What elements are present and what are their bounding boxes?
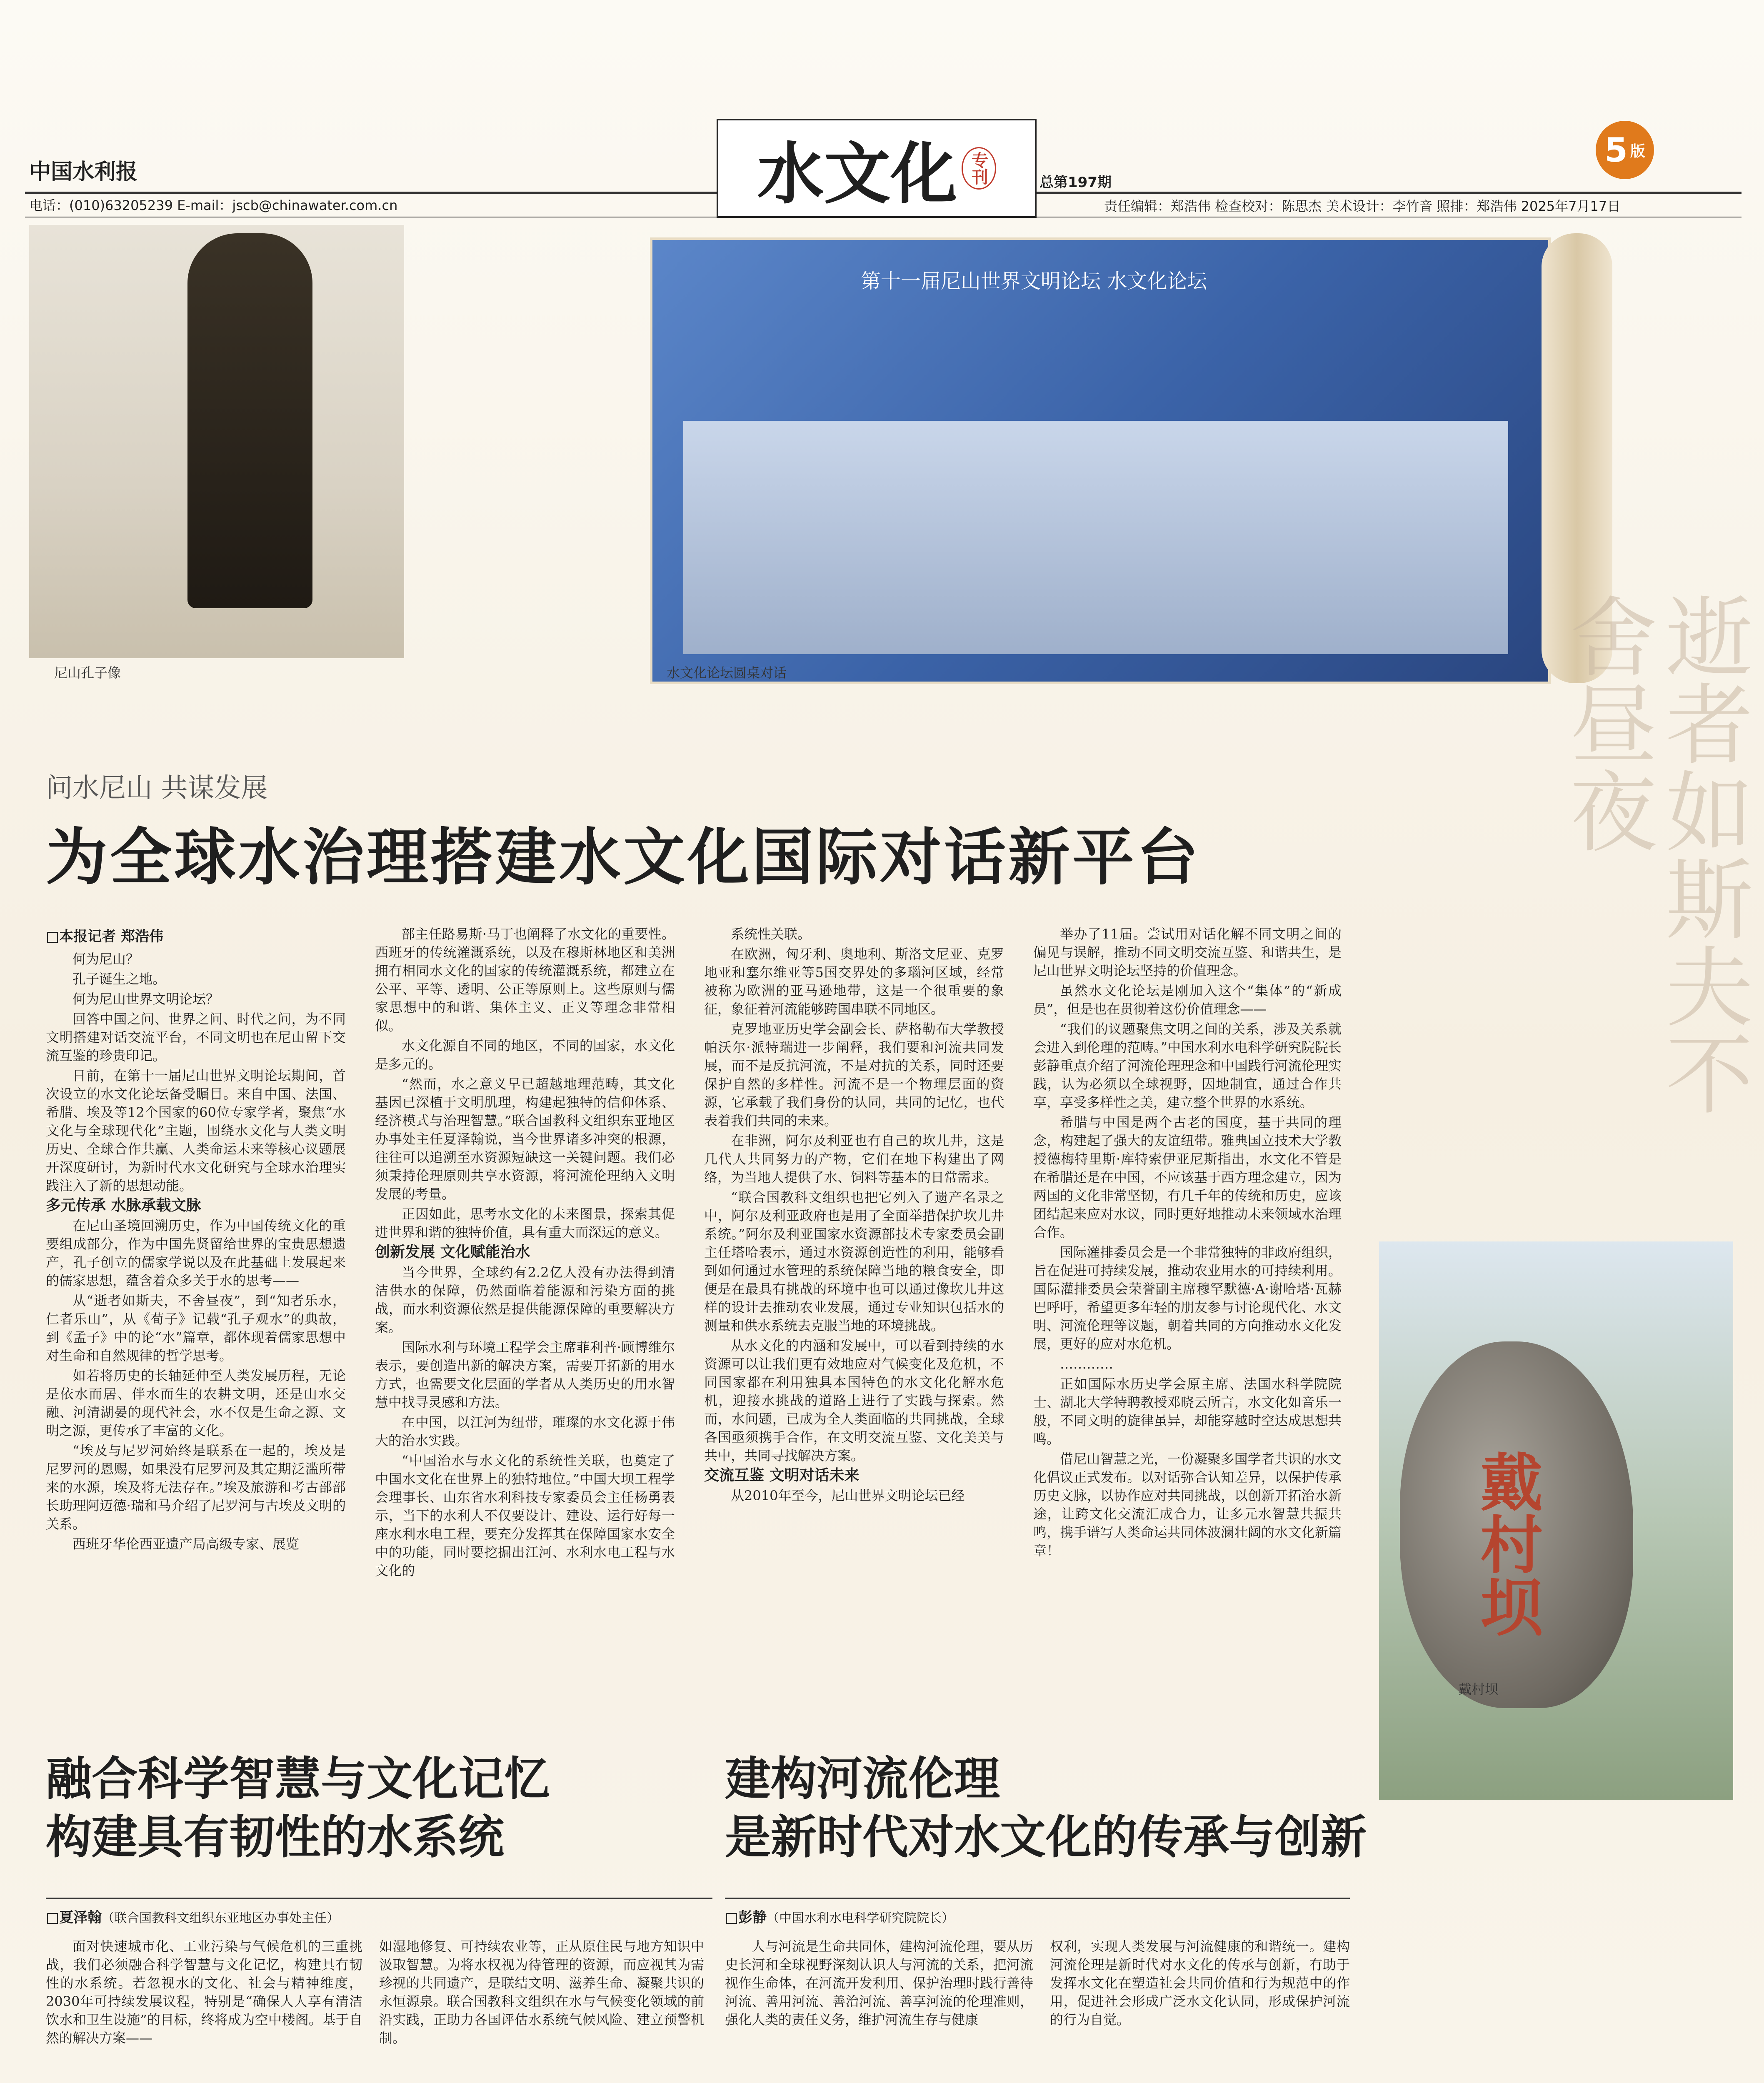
paragraph: 举办了11届。尝试用对话化解不同文明之间的偏见与误解，推动不同文明交流互鉴、和谐共生，是尼山世界文明论坛坚持的价值理念。 <box>1033 926 1342 979</box>
section-2-col-2 <box>1050 1937 1350 2031</box>
section-title-line: 是新时代对水文化的传承与创新 <box>725 1810 1367 1864</box>
paragraph: 西班牙华伦西亚遗产局高级专家、展览 <box>72 1536 300 1552</box>
paragraph: 国际水利与环境工程学会主席菲利普·顾博维尔表示，要创造出新的解决方案，需要开拓新的用水方式，也需要文化层面的学者从人类历史的用水智慧中找寻灵感和方法。 <box>375 1339 675 1410</box>
paragraph: “联合国教科文组织也把它列入了遗产名录之中，阿尔及利亚政府也是用了全面举措保护坎儿井系统。”阿尔及利亚国家水资源部技术专家委员会副主任塔哈表示，通过水资源创造性的利用，能够看到如何通过水管理的系统保障当地的粮食安全，即便是在最具有挑战的环境中也可以通过像坎儿井这样的设计去推动农业发展，通过专业知识包括水的测量和供水系统去克服当地的环境挑战。 <box>704 1189 1004 1334</box>
paragraph: 在非洲，阿尔及利亚也有自己的坎儿井，这是几代人共同努力的产物，它们在地下构建出了网络，为当地人提供了水、饲料等基本的日常需求。 <box>704 1133 1004 1185</box>
paragraph: 当今世界，全球约有2.2亿人没有办法得到清洁供水的保障，仍然面临着能源和污染方面的挑战，而水利资源依然是提供能源保障的重要解决方案。 <box>375 1264 675 1335</box>
main-headline: 为全球水治理搭建水文化国际对话新平台 <box>46 821 1201 893</box>
paragraph: 从“逝者如斯夫，不舍昼夜”，到“知者乐水，仁者乐山”，从《荀子》记载“孔子观水”的典故，到《孟子》中的论“水”篇章，都体现着儒家思想中对生命和自然规律的哲学思考。 <box>46 1293 346 1364</box>
masthead <box>717 119 1037 218</box>
section-2-title <box>725 1750 1392 1866</box>
statue-figure <box>187 233 312 608</box>
subheading: 多元传承 水脉承载文脉 <box>46 1197 201 1214</box>
rock-caption: 戴村坝 <box>1458 1681 1499 1697</box>
main-col-3 <box>704 925 1004 1506</box>
section-title-line: 构建具有韧性的水系统 <box>46 1810 504 1864</box>
section-title-line: 融合科学智慧与文化记忆 <box>46 1752 550 1806</box>
section-divider <box>725 1898 1350 1899</box>
byline-role: （联合国教科文组织东亚地区办事处主任） <box>102 1911 340 1926</box>
paragraph: 在欧洲，匈牙利、奥地利、斯洛文尼亚、克罗地亚和塞尔维亚等5国交界处的多瑙河区域，经常被称为欧洲的亚马逊地带，这是一个很重要的象征，象征着河流能够跨国串联不同地区。 <box>704 946 1004 1017</box>
paragraph: 回答中国之问、世界之问、时代之问，为不同文明搭建对话交流平台，不同文明也在尼山留下交流互鉴的珍贵印记。 <box>46 1011 346 1064</box>
paragraph: 从2010年至今，尼山世界文明论坛已经 <box>731 1488 965 1504</box>
section-2-byline <box>725 1906 954 1926</box>
byline-name: □夏泽翰 <box>46 1909 102 1926</box>
paragraph: 孔子诞生之地。 <box>72 971 166 987</box>
paragraph: ………… <box>1060 1356 1113 1372</box>
issue-number: 总第197期 <box>1039 174 1112 191</box>
paragraph: 克罗地亚历史学会副会长、萨格勒布大学教授帕沃尔·派特瑞进一步阐释，我们要和河流共同发展，而不是反抗河流，不是对抗的关系，同时还要保护自然的多样性。河流不是一个物理层面的资源，它承载了我们身份的认同，共同的记忆，也代表着我们共同的未来。 <box>704 1021 1004 1129</box>
paragraph: 部主任路易斯·马丁也阐释了水文化的重要性。西班牙的传统灌溉系统，以及在穆斯林地区和美洲拥有相同水文化的国家的传统灌溉系统，都建立在公平、平等、透明、公正等原则上。这些原则与儒家思想中的和谐、集体主义、正义等理念非常相似。 <box>375 926 675 1034</box>
forum-caption: 水文化论坛圆桌对话 <box>667 665 787 681</box>
paragraph: 如湿地修复、可持续农业等，正从原住民与地方知识中汲取智慧。为将水权视为待管理的资源，而应视其为需珍视的共同遗产，是联结文明、滋养生命、凝聚共识的永恒源泉。联合国教科文组织在水与气候变化领域的前沿实践，正助力各国评估水系统气候风险、建立预警机制。 <box>379 1938 704 2046</box>
paragraph: 如若将历史的长轴延伸至人类发展历程，无论是依水而居、伴水而生的农耕文明，还是山水交融、河清湖晏的现代社会，水不仅是生命之源、文明之源，更传承了丰富的文化。 <box>46 1368 346 1439</box>
paragraph: 在中国，以江河为纽带，璀璨的水文化源于伟大的治水实践。 <box>375 1414 675 1449</box>
paragraph: 何为尼山世界文明论坛？ <box>72 991 220 1007</box>
byline-role: （中国水利水电科学研究院院长） <box>767 1911 954 1926</box>
header-contact: 电话：(010)63205239 E-mail：jscb@chinawater.com.cn <box>29 197 398 213</box>
page-suffix: 版 <box>1630 142 1645 160</box>
paragraph: 何为尼山？ <box>72 951 140 967</box>
paragraph: 日前，在第十一届尼山世界文明论坛期间，首次设立的水文化论坛备受瞩目。来自中国、法国、希腊、埃及等12个国家的60位专家学者，聚焦“水文化与全球现代化”主题，围绕水文化与人类文明历史、全球合作共赢、人类命运未来等核心议题展开深度研讨，为新时代水文化研究与全球水治理实践注入了新的思想动能。 <box>46 1068 346 1194</box>
paragraph: 从水文化的内涵和发展中，可以看到持续的水资源可以让我们更有效地应对气候变化及危机，不同国家都在利用独具本国特色的水文化化解水危机，迎接水挑战的道路上进行了实践与探索。然而，水问题，已成为全人类面临的共同挑战，全球各国亟须携手合作，在文明交流互鉴、文化美美与共中，共同寻找解决方案。 <box>704 1338 1004 1464</box>
section-1-col-2 <box>379 1937 704 2049</box>
main-col-2 <box>375 925 675 1581</box>
section-divider <box>46 1898 712 1899</box>
paragraph: 权利，实现人类发展与河流健康的和谐统一。建构河流伦理是新时代对水文化的传承与创新，有助于发挥水文化在塑造社会共同价值和行为规范中的作用，促进社会形成广泛水文化认同，形成保护河流的行为自觉。 <box>1050 1938 1350 2028</box>
subheading: 创新发展 文化赋能治水 <box>375 1244 530 1261</box>
paragraph: 在尼山圣境回溯历史，作为中国传统文化的重要组成部分，作为中国先贤留给世界的宝贵思想遗产，孔子创立的儒家学说以及在此基础上发展起来的儒家思想，蕴含着众多关于水的思考—— <box>46 1218 346 1289</box>
paragraph: 借尼山智慧之光，一份凝聚多国学者共识的水文化倡议正式发布。以对话弥合认知差异，以保护传承历史文脉，以协作应对共同挑战，以创新开拓治水新途，让跨文化交流汇成合力，让多元水智慧共振共鸣，携手谱写人类命运共同体波澜壮阔的水文化新篇章！ <box>1033 1451 1342 1559</box>
page-number: 5 <box>1604 130 1628 170</box>
paragraph: 系统性关联。 <box>731 926 811 942</box>
section-1-byline <box>46 1906 339 1926</box>
section-1-col-1 <box>46 1937 362 2049</box>
paragraph: 国际灌排委员会是一个非常独特的非政府组织，旨在促进可持续发展，推动农业用水的可持续利用。国际灌排委员会荣誉副主席穆罕默德·A·谢哈塔·瓦赫巴呼吁，希望更多年轻的朋友参与讨论现代化、水文明、河流伦理等议题，朝着共同的方向推动水文化发展，更好的应对水危机。 <box>1033 1244 1342 1352</box>
paragraph: 正如国际水历史学会原主席、法国水科学院院士、湖北大学特聘教授邓晓云所言，水文化如音乐一般，不同文明的旋律虽异，却能穿越时空达成思想共鸣。 <box>1033 1376 1342 1447</box>
paragraph: “我们的议题聚焦文明之间的关系，涉及关系就会进入到伦理的范畴。”中国水利水电科学研究院院长彭静重点介绍了河流伦理理念和中国践行河流伦理实践，认为必须以全球视野，因地制宜，通过合作共享，享受多样性之美，建立整个世界的水系统。 <box>1033 1021 1342 1110</box>
section-title-line: 建构河流伦理 <box>725 1752 1000 1806</box>
section-2-col-1 <box>725 1937 1033 2031</box>
masthead-title: 水文化 <box>757 135 957 213</box>
paragraph: 人与河流是生命共同体，建构河流伦理，要从历史长河和全球视野深刻认识人与河流的关系，把河流视作生命体，在河流开发利用、保护治理时践行善待河流、善用河流、善治河流、善享河流的伦理准则，强化人类的责任义务，维护河流生存与健康 <box>725 1938 1033 2028</box>
main-col-1 <box>46 950 346 1555</box>
rock-inscription: 戴村坝 <box>1469 1450 1543 1637</box>
main-col-4 <box>1033 925 1342 1561</box>
paragraph: 正因如此，思考水文化的未来图景，探索其促进世界和谐的独特价值，具有重大而深远的意义。 <box>375 1206 675 1240</box>
main-kicker: 问水尼山 共谋发展 <box>46 773 268 804</box>
paragraph: “然而，水之意义早已超越地理范畴，其文化基因已深植于文明肌理，构建起独特的信仰体系、经济模式与治理智慧。”联合国教科文组织东亚地区办事处主任夏泽翰说，当今世界诸多冲突的根源，往往可以追溯至水资源短缺这一关键问题。我们必须秉持伦理原则共享水资源，将河流伦理纳入文明发展的考量。 <box>375 1076 675 1202</box>
paragraph: 水文化源自不同的地区，不同的国家，水文化是多元的。 <box>375 1038 675 1072</box>
paragraph: 虽然水文化论坛是刚加入这个“集体”的“新成员”，但是也在贯彻着这份价值理念—— <box>1033 983 1342 1017</box>
editorial-credits: 责任编辑：郑浩伟 检查校对：陈思杰 美术设计：李竹音 照排：郑浩伟 2025年7月17日 <box>1104 198 1621 214</box>
paragraph: 面对快速城市化、工业污染与气候危机的三重挑战，我们必须融合科学智慧与文化记忆，构建具有韧性的水系统。若忽视水的文化、社会与精神维度，2030年可持续发展议程，特别是“确保人人享有清洁饮水和卫生设施”的目标，终将成为空中楼阁。基于自然的解决方案—— <box>46 1938 362 2046</box>
paragraph: “埃及与尼罗河始终是联系在一起的，埃及是尼罗河的恩赐，如果没有尼罗河及其定期泛滥所带来的水源，埃及将无法存在。”埃及旅游和考古部部长助理阿迈德·瑞和马介绍了尼罗河与古埃及文明的关系。 <box>46 1443 346 1532</box>
subheading: 交流互鉴 文明对话未来 <box>704 1467 860 1484</box>
masthead-tag: 专刊 <box>962 147 996 190</box>
calligraphy-decoration: 逝者如斯夫不舍昼夜 <box>1555 592 1753 1116</box>
paragraph: 希腊与中国是两个古老的国度，基于共同的理念，构建起了强大的友谊纽带。雅典国立技术大学教授德梅特里斯·库特索伊亚尼斯指出，水文化不管是在希腊还是在中国，不应该基于西方理念建立，因为两国的文化非常坚韧，有几千年的传统和历史，应该团结起来应对水议，同时更好地推动未来领域水治理合作。 <box>1033 1114 1342 1240</box>
paragraph: “中国治水与水文化的系统性关联，也奠定了中国水文化在世界上的独特地位。”中国大坝工程学会理事长、山东省水利科技专家委员会主任杨勇表示，当下的水利人不仅要设计、建设、运行好每一座水利水电工程，要充分发挥其在保障国家水安全中的功能，同时要挖掘出江河、水利水电工程与水文化的 <box>375 1453 675 1578</box>
newspaper-name: 中国水利报 <box>29 159 138 185</box>
byline-name: □彭静 <box>725 1909 767 1926</box>
statue-caption: 尼山孔子像 <box>54 665 121 681</box>
forum-banner: 第十一届尼山世界文明论坛 水文化论坛 <box>861 270 1207 293</box>
section-1-title <box>46 1750 712 1866</box>
page-number-badge <box>1596 121 1654 179</box>
main-byline: □本报记者 郑浩伟 <box>46 928 163 945</box>
